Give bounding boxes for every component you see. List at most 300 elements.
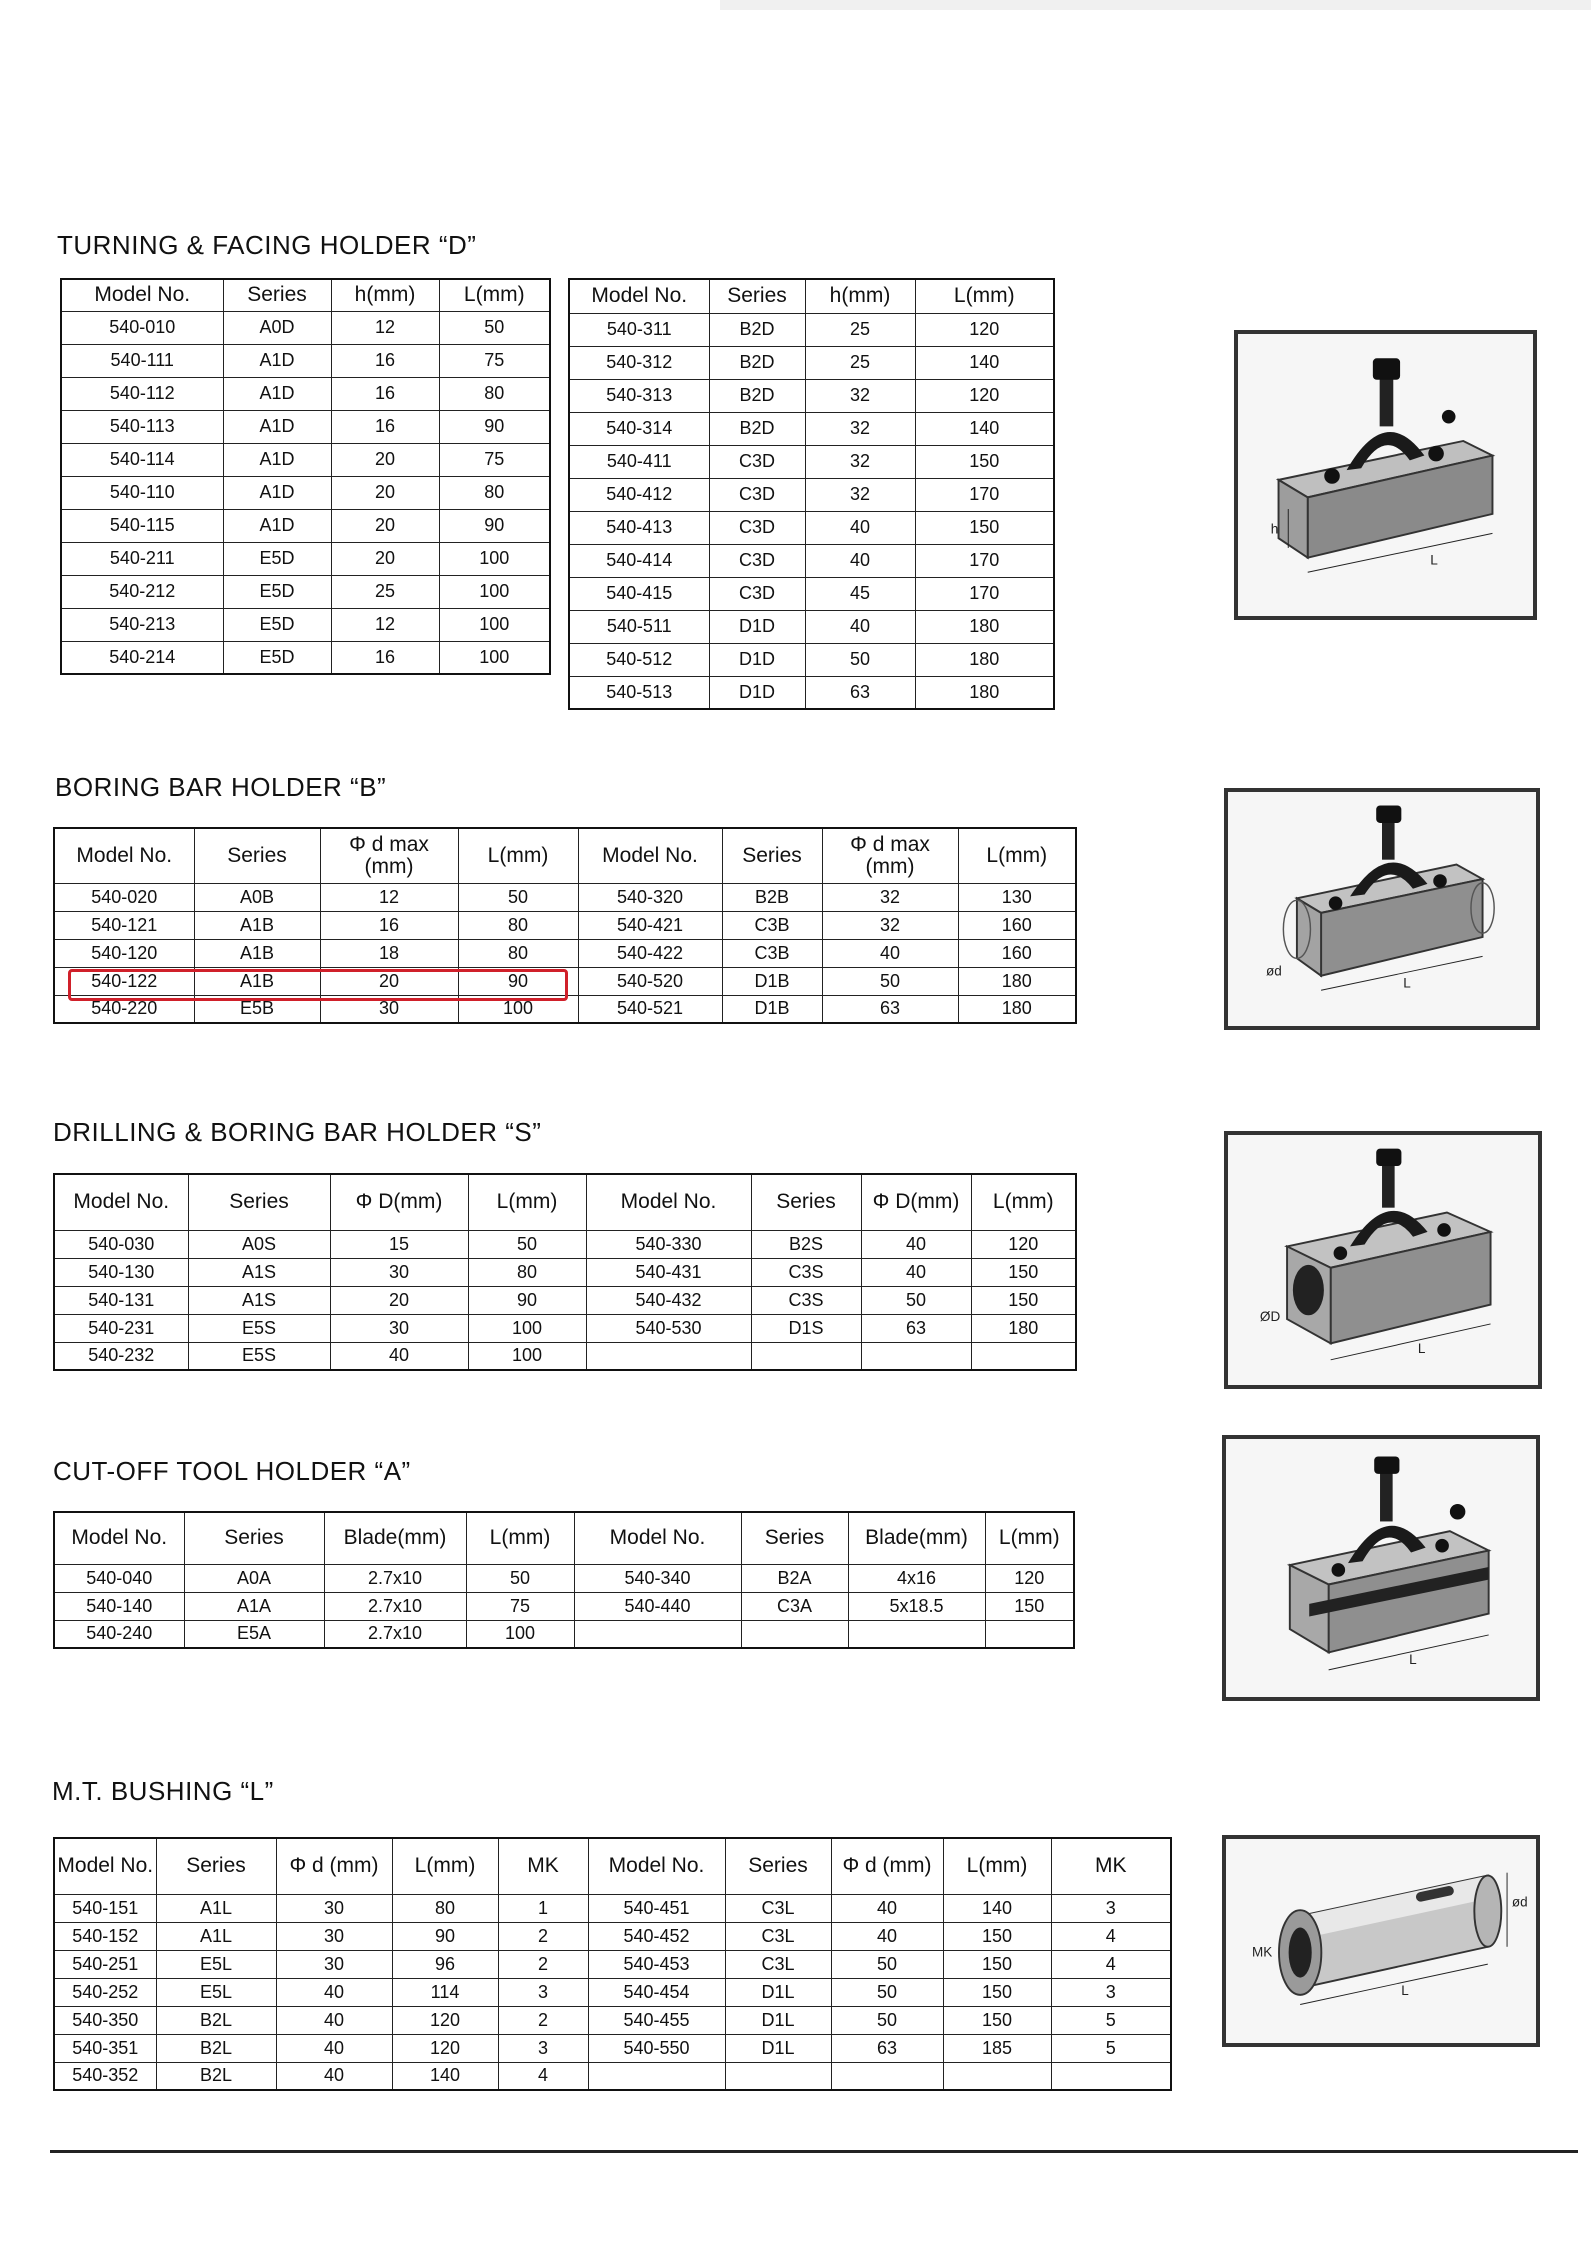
table-cell: 20 xyxy=(331,476,439,509)
table-cell: A1D xyxy=(223,443,331,476)
table-cell xyxy=(725,2062,831,2090)
table-cell xyxy=(574,1620,741,1648)
table-cell: C3A xyxy=(741,1592,848,1620)
table-row xyxy=(569,346,1054,379)
table-cell: 540-530 xyxy=(586,1314,751,1342)
table-cell: 90 xyxy=(392,1922,498,1950)
table-cell: 50 xyxy=(439,311,550,344)
table-cell: C3D xyxy=(709,445,805,478)
table-cell: 540-312 xyxy=(569,346,709,379)
table-cell: 50 xyxy=(466,1564,574,1592)
table-cell: 120 xyxy=(392,2006,498,2034)
table-cell: 180 xyxy=(915,610,1054,643)
table-cell: 100 xyxy=(468,1314,586,1342)
table-cell: A1D xyxy=(223,410,331,443)
table-cell: 150 xyxy=(971,1286,1076,1314)
table-cell: A1L xyxy=(156,1894,276,1922)
table-cell: 120 xyxy=(971,1230,1076,1258)
table-row xyxy=(569,643,1054,676)
table-cell: 540-512 xyxy=(569,643,709,676)
table-cell: E5L xyxy=(156,1950,276,1978)
table-cell: A1B xyxy=(194,911,320,939)
table-cell: A0B xyxy=(194,883,320,911)
table-cell: B2S xyxy=(751,1230,861,1258)
table-cell: 40 xyxy=(831,1922,943,1950)
table-row xyxy=(54,2034,1171,2062)
col-d-max: Φ d max (mm) xyxy=(320,828,458,883)
table-cell: A1B xyxy=(194,939,320,967)
table-row xyxy=(54,911,1076,939)
table-cell: 540-412 xyxy=(569,478,709,511)
table-cell: 80 xyxy=(439,476,550,509)
table-cell xyxy=(848,1620,985,1648)
table-cell xyxy=(831,2062,943,2090)
table-cell: 80 xyxy=(392,1894,498,1922)
table-cell: 540-550 xyxy=(588,2034,725,2062)
table-cell: 32 xyxy=(822,883,958,911)
table-cell: 170 xyxy=(915,478,1054,511)
col-model-no: Model No. xyxy=(578,828,722,883)
table-cell xyxy=(751,1342,861,1370)
boring-holder-photo xyxy=(1224,788,1540,1030)
table-cell: 32 xyxy=(805,412,915,445)
table-cell: A0D xyxy=(223,311,331,344)
table-cell: 540-454 xyxy=(588,1978,725,2006)
table-cell: 120 xyxy=(985,1564,1074,1592)
table-cell: C3D xyxy=(709,544,805,577)
table-cell: D1S xyxy=(751,1314,861,1342)
table-cell: 3 xyxy=(498,1978,588,2006)
col-model-no: Model No. xyxy=(54,828,194,883)
table-cell: 40 xyxy=(822,939,958,967)
table-cell: 170 xyxy=(915,544,1054,577)
table-cell: 40 xyxy=(805,610,915,643)
table-cell: 540-151 xyxy=(54,1894,156,1922)
table-cell xyxy=(588,2062,725,2090)
table-cell: D1D xyxy=(709,610,805,643)
table-cell: E5S xyxy=(188,1314,330,1342)
table-cell: 40 xyxy=(805,544,915,577)
table-cell: 170 xyxy=(915,577,1054,610)
table-cell: B2L xyxy=(156,2034,276,2062)
table-cell: 100 xyxy=(468,1342,586,1370)
table-cell: 160 xyxy=(958,939,1076,967)
table-row xyxy=(54,1230,1076,1258)
table-row xyxy=(61,311,550,344)
col-mk: MK xyxy=(498,1838,588,1894)
col-d: Φ D(mm) xyxy=(861,1174,971,1230)
col-model-no: Model No. xyxy=(61,279,223,311)
table-cell: C3D xyxy=(709,478,805,511)
table-cell: 540-340 xyxy=(574,1564,741,1592)
table-cell: 63 xyxy=(805,676,915,709)
table-cell: 5 xyxy=(1051,2034,1171,2062)
table-cell: 540-240 xyxy=(54,1620,184,1648)
table-cell: 20 xyxy=(331,443,439,476)
table-cell: 4 xyxy=(1051,1922,1171,1950)
col-l: L(mm) xyxy=(971,1174,1076,1230)
col-d-max: Φ d max (mm) xyxy=(822,828,958,883)
table-cell: D1D xyxy=(709,643,805,676)
table-cell: 16 xyxy=(320,911,458,939)
table-cell: 32 xyxy=(805,379,915,412)
table-cell: 90 xyxy=(439,509,550,542)
table-cell: 32 xyxy=(805,478,915,511)
table-cell: 4 xyxy=(498,2062,588,2090)
col-model-no: Model No. xyxy=(54,1174,188,1230)
table-cell: 90 xyxy=(468,1286,586,1314)
table-row xyxy=(569,577,1054,610)
bushing-table xyxy=(53,1837,1172,2091)
table-cell: 180 xyxy=(915,643,1054,676)
table-cell: 5x18.5 xyxy=(848,1592,985,1620)
table-cell: 30 xyxy=(276,1894,392,1922)
bushing-illustration xyxy=(1226,1839,1536,2043)
table-cell: 50 xyxy=(805,643,915,676)
table-cell: A1D xyxy=(223,377,331,410)
col-model-no: Model No. xyxy=(569,279,709,313)
table-cell: 140 xyxy=(915,346,1054,379)
col-l: L(mm) xyxy=(466,1512,574,1564)
table-cell: 25 xyxy=(805,346,915,379)
table-cell: 540-511 xyxy=(569,610,709,643)
table-cell: C3L xyxy=(725,1922,831,1950)
table-cell: 25 xyxy=(331,575,439,608)
turning-table-right xyxy=(568,278,1055,710)
table-row xyxy=(54,1978,1171,2006)
table-cell: 2 xyxy=(498,2006,588,2034)
table-row xyxy=(569,478,1054,511)
col-l: L(mm) xyxy=(958,828,1076,883)
table-cell: 540-232 xyxy=(54,1342,188,1370)
table-cell: 16 xyxy=(331,377,439,410)
col-blade: Blade(mm) xyxy=(324,1512,466,1564)
table-row xyxy=(61,542,550,575)
table-row xyxy=(61,377,550,410)
table-row xyxy=(54,1286,1076,1314)
table-cell xyxy=(971,1342,1076,1370)
table-cell: A1B xyxy=(194,967,320,995)
table-cell: 150 xyxy=(915,511,1054,544)
table-cell: 114 xyxy=(392,1978,498,2006)
table-cell: B2B xyxy=(722,883,822,911)
table-cell: A1A xyxy=(184,1592,324,1620)
table-cell: 100 xyxy=(439,575,550,608)
table-row xyxy=(61,575,550,608)
table-cell: 540-140 xyxy=(54,1592,184,1620)
table-cell: 4 xyxy=(1051,1950,1171,1978)
col-l: L(mm) xyxy=(985,1512,1074,1564)
dim-d: ØD xyxy=(1259,1309,1281,1325)
table-cell: 180 xyxy=(958,995,1076,1023)
table-cell: A1L xyxy=(156,1922,276,1950)
table-cell: 3 xyxy=(1051,1978,1171,2006)
table-cell: 40 xyxy=(805,511,915,544)
table-cell xyxy=(943,2062,1051,2090)
scan-edge xyxy=(720,0,1591,10)
table-cell: C3S xyxy=(751,1258,861,1286)
dim-l: L xyxy=(1430,552,1438,568)
table-cell: A1S xyxy=(188,1258,330,1286)
table-cell: A1D xyxy=(223,344,331,377)
table-cell: 540-330 xyxy=(586,1230,751,1258)
table-cell: 150 xyxy=(915,445,1054,478)
table-row xyxy=(569,676,1054,709)
table-cell: 16 xyxy=(331,344,439,377)
table-cell: 100 xyxy=(439,542,550,575)
col-l: L(mm) xyxy=(392,1838,498,1894)
table-cell xyxy=(985,1620,1074,1648)
table-cell: 140 xyxy=(915,412,1054,445)
table-cell: 120 xyxy=(915,313,1054,346)
table-cell: 540-351 xyxy=(54,2034,156,2062)
table-cell: 75 xyxy=(466,1592,574,1620)
table-cell: 45 xyxy=(805,577,915,610)
table-cell: 18 xyxy=(320,939,458,967)
table-cell: 540-415 xyxy=(569,577,709,610)
table-cell: C3B xyxy=(722,911,822,939)
table-cell: 150 xyxy=(943,1922,1051,1950)
dim-d: ød xyxy=(1511,1894,1528,1910)
table-cell: A1D xyxy=(223,509,331,542)
table-cell: 90 xyxy=(439,410,550,443)
table-cell: 120 xyxy=(915,379,1054,412)
table-row xyxy=(61,443,550,476)
table-cell: 40 xyxy=(276,2034,392,2062)
table-cell: 540-111 xyxy=(61,344,223,377)
table-cell: 50 xyxy=(831,2006,943,2034)
table-cell: 540-231 xyxy=(54,1314,188,1342)
table-cell: 40 xyxy=(861,1230,971,1258)
table-cell: 150 xyxy=(985,1592,1074,1620)
table-cell: 30 xyxy=(320,995,458,1023)
table-cell: 540-431 xyxy=(586,1258,751,1286)
footer-rule xyxy=(50,2150,1578,2153)
col-series: Series xyxy=(223,279,331,311)
table-cell: B2D xyxy=(709,379,805,412)
table-cell: 75 xyxy=(439,344,550,377)
table-cell: 40 xyxy=(276,2062,392,2090)
col-d: Φ d (mm) xyxy=(831,1838,943,1894)
table-cell: 540-452 xyxy=(588,1922,725,1950)
table-cell: 75 xyxy=(439,443,550,476)
table-cell: 540-520 xyxy=(578,967,722,995)
drilling-title: DRILLING & BORING BAR HOLDER “S” xyxy=(53,1117,542,1147)
table-cell: 16 xyxy=(331,410,439,443)
table-cell: 540-521 xyxy=(578,995,722,1023)
table-cell: 15 xyxy=(330,1230,468,1258)
table-cell: 130 xyxy=(958,883,1076,911)
table-cell: 32 xyxy=(805,445,915,478)
table-cell: 32 xyxy=(822,911,958,939)
table-cell: 540-152 xyxy=(54,1922,156,1950)
col-series: Series xyxy=(751,1174,861,1230)
table-cell: 3 xyxy=(1051,1894,1171,1922)
table-cell: 80 xyxy=(468,1258,586,1286)
table-cell: 540-110 xyxy=(61,476,223,509)
table-cell: 80 xyxy=(458,939,578,967)
table-cell: E5S xyxy=(188,1342,330,1370)
table-cell: 12 xyxy=(331,608,439,641)
table-cell: 150 xyxy=(943,2006,1051,2034)
table-cell: C3L xyxy=(725,1894,831,1922)
table-row xyxy=(54,1592,1074,1620)
table-cell: E5A xyxy=(184,1620,324,1648)
table-cell: B2D xyxy=(709,313,805,346)
turning-table-left xyxy=(60,278,551,675)
table-cell: D1L xyxy=(725,2034,831,2062)
table-row xyxy=(54,1950,1171,1978)
table-cell: 20 xyxy=(320,967,458,995)
table-cell: 30 xyxy=(276,1922,392,1950)
table-cell: 1 xyxy=(498,1894,588,1922)
table-row xyxy=(569,511,1054,544)
table-cell: 540-432 xyxy=(586,1286,751,1314)
table-cell: 540-251 xyxy=(54,1950,156,1978)
table-cell: 40 xyxy=(276,2006,392,2034)
table-cell: 540-020 xyxy=(54,883,194,911)
col-model-no: Model No. xyxy=(586,1174,751,1230)
table-row xyxy=(569,610,1054,643)
col-series: Series xyxy=(741,1512,848,1564)
table-cell: 540-040 xyxy=(54,1564,184,1592)
table-row xyxy=(61,344,550,377)
table-cell: 540-120 xyxy=(54,939,194,967)
table-cell: 540-121 xyxy=(54,911,194,939)
table-cell: 100 xyxy=(458,995,578,1023)
table-cell: 540-252 xyxy=(54,1978,156,2006)
drilling-holder-photo xyxy=(1224,1131,1542,1389)
table-cell: 540-214 xyxy=(61,641,223,674)
table-cell: B2D xyxy=(709,412,805,445)
table-cell: 540-455 xyxy=(588,2006,725,2034)
col-series: Series xyxy=(722,828,822,883)
table-cell: 16 xyxy=(331,641,439,674)
dim-l: L xyxy=(1409,1652,1417,1668)
table-row xyxy=(569,379,1054,412)
table-cell: 30 xyxy=(330,1258,468,1286)
bushing-title: M.T. BUSHING “L” xyxy=(52,1776,274,1806)
table-cell: 63 xyxy=(822,995,958,1023)
table-cell: 20 xyxy=(331,542,439,575)
table-cell: 150 xyxy=(943,1978,1051,2006)
table-cell: 540-113 xyxy=(61,410,223,443)
col-series: Series xyxy=(194,828,320,883)
table-row xyxy=(54,1342,1076,1370)
table-row xyxy=(54,1564,1074,1592)
table-cell: D1L xyxy=(725,1978,831,2006)
table-row xyxy=(61,608,550,641)
table-cell: E5B xyxy=(194,995,320,1023)
table-row xyxy=(54,1258,1076,1286)
drilling-table xyxy=(53,1173,1077,1371)
table-cell xyxy=(741,1620,848,1648)
col-d: Φ d (mm) xyxy=(276,1838,392,1894)
col-h: h(mm) xyxy=(805,279,915,313)
table-cell: 63 xyxy=(831,2034,943,2062)
table-cell: C3D xyxy=(709,577,805,610)
table-cell: 30 xyxy=(330,1314,468,1342)
col-h: h(mm) xyxy=(331,279,439,311)
col-l: L(mm) xyxy=(943,1838,1051,1894)
table-cell: C3D xyxy=(709,511,805,544)
table-cell: 96 xyxy=(392,1950,498,1978)
table-row xyxy=(569,313,1054,346)
table-cell: 185 xyxy=(943,2034,1051,2062)
bushing-photo xyxy=(1222,1835,1540,2047)
dim-d: ød xyxy=(1265,963,1282,979)
table-cell: 540-112 xyxy=(61,377,223,410)
table-cell: D1B xyxy=(722,967,822,995)
table-cell: 20 xyxy=(331,509,439,542)
table-cell: 540-211 xyxy=(61,542,223,575)
table-cell: B2A xyxy=(741,1564,848,1592)
table-cell: 540-451 xyxy=(588,1894,725,1922)
table-cell: 540-030 xyxy=(54,1230,188,1258)
col-series: Series xyxy=(184,1512,324,1564)
table-row xyxy=(54,1314,1076,1342)
table-row xyxy=(61,509,550,542)
dim-l: L xyxy=(1403,975,1411,991)
table-cell: 540-352 xyxy=(54,2062,156,2090)
table-cell: 540-131 xyxy=(54,1286,188,1314)
table-row xyxy=(54,1922,1171,1950)
table-cell: E5D xyxy=(223,641,331,674)
table-cell: 50 xyxy=(458,883,578,911)
table-cell: 40 xyxy=(276,1978,392,2006)
table-cell: 50 xyxy=(861,1286,971,1314)
drilling-holder-illustration xyxy=(1228,1135,1538,1385)
boring-title: BORING BAR HOLDER “B” xyxy=(55,772,387,802)
col-l: L(mm) xyxy=(458,828,578,883)
table-cell: A1S xyxy=(188,1286,330,1314)
col-series: Series xyxy=(725,1838,831,1894)
table-cell: 12 xyxy=(320,883,458,911)
table-cell: 80 xyxy=(458,911,578,939)
table-cell: B2L xyxy=(156,2062,276,2090)
table-cell: 2.7x10 xyxy=(324,1592,466,1620)
col-series: Series xyxy=(709,279,805,313)
table-cell: 90 xyxy=(458,967,578,995)
dim-l: L xyxy=(1417,1341,1426,1357)
cutoff-title: CUT-OFF TOOL HOLDER “A” xyxy=(53,1456,411,1486)
table-row xyxy=(54,1894,1171,1922)
table-cell: 25 xyxy=(805,313,915,346)
table-cell: 50 xyxy=(822,967,958,995)
table-cell: B2L xyxy=(156,2006,276,2034)
col-model-no: Model No. xyxy=(54,1838,156,1894)
table-cell: 2.7x10 xyxy=(324,1564,466,1592)
table-cell: 2 xyxy=(498,1922,588,1950)
table-cell: C3S xyxy=(751,1286,861,1314)
table-cell: A0A xyxy=(184,1564,324,1592)
table-cell: 160 xyxy=(958,911,1076,939)
table-cell: 40 xyxy=(861,1258,971,1286)
dim-h: h xyxy=(1270,521,1279,537)
table-cell: 4x16 xyxy=(848,1564,985,1592)
table-cell: E5D xyxy=(223,542,331,575)
table-cell: 100 xyxy=(439,641,550,674)
table-cell xyxy=(861,1342,971,1370)
table-cell: B2D xyxy=(709,346,805,379)
cutoff-holder-illustration xyxy=(1226,1439,1536,1697)
table-cell: C3L xyxy=(725,1950,831,1978)
cutoff-holder-photo xyxy=(1222,1435,1540,1701)
table-cell: 50 xyxy=(831,1978,943,2006)
col-model-no: Model No. xyxy=(54,1512,184,1564)
table-cell: 540-421 xyxy=(578,911,722,939)
table-cell: 540-313 xyxy=(569,379,709,412)
